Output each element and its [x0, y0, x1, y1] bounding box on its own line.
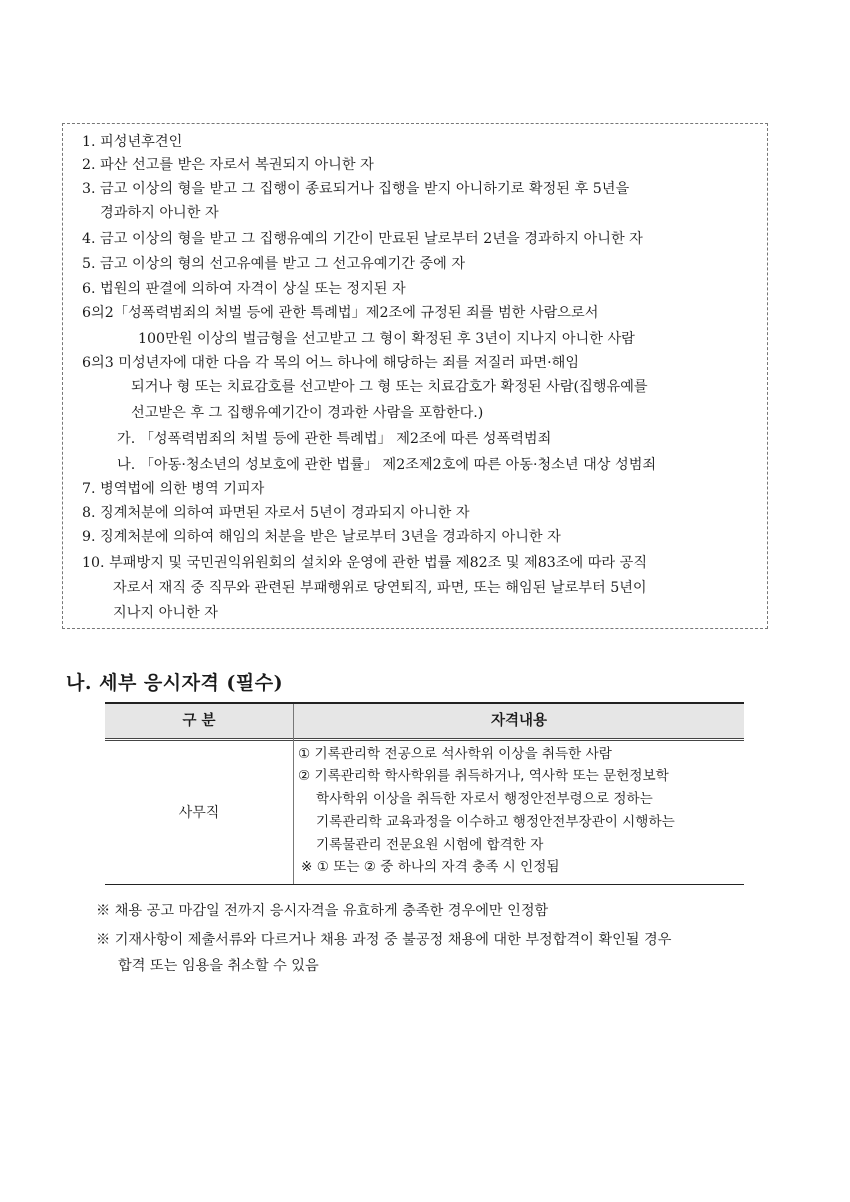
note-item: ※ 기재사항이 제출서류와 다르거나 채용 과정 중 불공정 채용에 대한 부정합격이 확인될 경우: [96, 932, 672, 948]
list-item-continuation: 되거나 형 또는 치료감호를 선고받아 그 형 또는 치료감호가 확정된 사람(집행유예를: [131, 379, 648, 395]
list-item: 3. 금고 이상의 형을 받고 그 집행이 종료되거나 집행을 받지 아니하기로 확정된 후 5년을: [82, 181, 630, 197]
list-item: 6의2「성폭력범죄의 처벌 등에 관한 특례법」제2조에 규정된 죄를 범한 사람으로서: [82, 305, 599, 321]
list-item-continuation: 자로서 재직 중 직무와 관련된 부패행위로 당연퇴직, 파면, 또는 해임된 날로부터 5년이: [113, 580, 647, 596]
category-cell: 사무직: [178, 805, 220, 821]
list-item: 4. 금고 이상의 형을 받고 그 집행유예의 기간이 만료된 날로부터 2년을 경과하지 아니한 자: [82, 231, 643, 247]
list-item-continuation: 100만원 이상의 벌금형을 선고받고 그 형이 확정된 후 3년이 지나지 아니한 사람: [138, 331, 635, 347]
list-item: 5. 금고 이상의 형의 선고유예를 받고 그 선고유예기간 중에 자: [82, 256, 466, 272]
list-item: 1. 피성년후견인: [82, 134, 183, 150]
list-subitem: 가. 「성폭력범죄의 처벌 등에 관한 특례법」 제2조에 따른 성폭력범죄: [117, 431, 552, 447]
list-item: 9. 징계처분에 의하여 해임의 처분을 받은 날로부터 3년을 경과하지 아니한 자: [82, 529, 561, 545]
list-item-continuation: 지나지 아니한 자: [113, 605, 218, 621]
section-title: 나. 세부 응시자격 (필수): [66, 672, 284, 694]
qualification-line: 기록관리학 교육과정을 이수하고 행정안전부장관이 시행하는: [316, 814, 675, 830]
list-item: 8. 징계처분에 의하여 파면된 자로서 5년이 경과되지 아니한 자: [82, 505, 470, 521]
table-header-rule: [105, 738, 744, 741]
list-item: 10. 부패방지 및 국민권익위원회의 설치와 운영에 관한 법률 제82조 및 제83조에 따라 공직: [82, 555, 648, 571]
list-item-continuation: 경과하지 아니한 자: [100, 205, 219, 221]
disqualification-box: [62, 123, 768, 629]
qualification-line: 기록물관리 전문요원 시험에 합격한 자: [316, 837, 544, 853]
list-subitem: 나. 「아동·청소년의 성보호에 관한 법률」 제2조제2호에 따른 아동·청소년 대상 성범죄: [117, 457, 657, 473]
qualification-table: [105, 702, 744, 885]
qualification-line: 학사학위 이상을 취득한 자로서 행정안전부령으로 정하는: [316, 791, 653, 807]
list-item: 2. 파산 선고를 받은 자로서 복권되지 아니한 자: [82, 157, 374, 173]
list-item: 6. 법원의 판결에 의하여 자격이 상실 또는 정지된 자: [82, 281, 406, 297]
header-qualification: 자격내용: [490, 713, 548, 729]
header-category: 구 분: [182, 713, 216, 729]
list-item: 6의3 미성년자에 대한 다음 각 목의 어느 하나에 해당하는 죄를 저질러 파면·해임: [82, 355, 580, 371]
note-item: ※ 채용 공고 마감일 전까지 응시자격을 유효하게 충족한 경우에만 인정함: [96, 903, 549, 919]
list-item: 7. 병역법에 의한 병역 기피자: [82, 481, 265, 497]
note-item-continuation: 합격 또는 임용을 취소할 수 있음: [118, 958, 319, 974]
list-item-continuation: 선고받은 후 그 집행유예기간이 경과한 사람을 포함한다.): [131, 405, 484, 421]
qualification-line: ② 기록관리학 학사학위를 취득하거나, 역사학 또는 문헌정보학: [298, 768, 669, 784]
table-bottom-rule: [105, 884, 744, 885]
qualification-line: ① 기록관리학 전공으로 석사학위 이상을 취득한 사람: [298, 746, 612, 762]
qualification-note: ※ ① 또는 ② 중 하나의 자격 충족 시 인정됨: [301, 859, 560, 875]
